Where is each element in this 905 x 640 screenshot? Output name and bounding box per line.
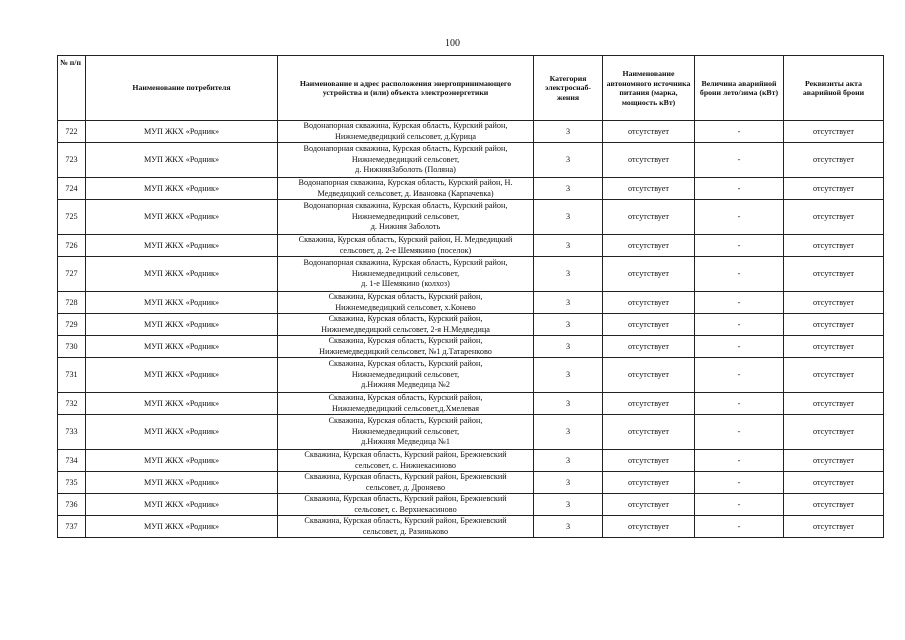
source-cell: отсутствует bbox=[603, 143, 695, 178]
address-line: Водонапорная скважина, Курская область, Курский район, bbox=[303, 201, 508, 211]
address-cell bbox=[278, 516, 534, 538]
category-cell: 3 bbox=[534, 415, 603, 450]
address-cell bbox=[278, 358, 534, 393]
address-line: Нижнемедведицкий сельсовет, bbox=[351, 154, 460, 164]
act-cell: отсутствует bbox=[784, 336, 884, 358]
address-cell bbox=[278, 393, 534, 415]
row-number: 729 bbox=[58, 314, 86, 336]
address-cell bbox=[278, 257, 534, 292]
consumer-name: МУП ЖКХ «Родник» bbox=[86, 336, 278, 358]
address-cell bbox=[278, 450, 534, 472]
energy-consumers-table bbox=[57, 55, 884, 538]
address-cell bbox=[278, 178, 534, 200]
consumer-name: МУП ЖКХ «Родник» bbox=[86, 178, 278, 200]
category-cell: 3 bbox=[534, 516, 603, 538]
category-cell: 3 bbox=[534, 121, 603, 143]
address-cell bbox=[278, 314, 534, 336]
row-number: 732 bbox=[58, 393, 86, 415]
table-row bbox=[58, 336, 884, 358]
address-line: Нижнемедведицкий сельсовет, 2-я Н.Медведица bbox=[321, 324, 490, 334]
act-cell: отсутствует bbox=[784, 393, 884, 415]
reserve-cell: - bbox=[695, 415, 784, 450]
table-row bbox=[58, 235, 884, 257]
category-cell: 3 bbox=[534, 472, 603, 494]
reserve-cell: - bbox=[695, 178, 784, 200]
reserve-cell: - bbox=[695, 336, 784, 358]
address-line: д.Нижняя Медведица №2 bbox=[361, 380, 450, 390]
consumer-name: МУП ЖКХ «Родник» bbox=[86, 257, 278, 292]
source-cell: отсутствует bbox=[603, 450, 695, 472]
address-line: Нижнемедведицкий сельсовет, д.Курица bbox=[335, 131, 476, 141]
row-number: 735 bbox=[58, 472, 86, 494]
row-number: 731 bbox=[58, 358, 86, 393]
row-number: 723 bbox=[58, 143, 86, 178]
source-cell: отсутствует bbox=[603, 415, 695, 450]
act-cell: отсутствует bbox=[784, 200, 884, 235]
act-cell: отсутствует bbox=[784, 121, 884, 143]
row-number: 733 bbox=[58, 415, 86, 450]
address-line: Нижнемедведицкий сельсовет, №1 д.Татаренково bbox=[319, 346, 492, 356]
source-cell: отсутствует bbox=[603, 178, 695, 200]
address-line: д. Нижняя Заболоть bbox=[370, 222, 441, 232]
row-number: 725 bbox=[58, 200, 86, 235]
reserve-cell: - bbox=[695, 358, 784, 393]
address-line: сельсовет, с. Нижнекасиново bbox=[355, 460, 456, 470]
consumer-name: МУП ЖКХ «Родник» bbox=[86, 450, 278, 472]
table-row bbox=[58, 516, 884, 538]
address-line: Нижнемедведицкий сельсовет, bbox=[351, 211, 460, 221]
consumer-name: МУП ЖКХ «Родник» bbox=[86, 494, 278, 516]
source-cell: отсутствует bbox=[603, 472, 695, 494]
address-line: сельсовет, д. Разиньково bbox=[362, 526, 449, 536]
reserve-cell: - bbox=[695, 393, 784, 415]
act-cell: отсутствует bbox=[784, 314, 884, 336]
row-number: 727 bbox=[58, 257, 86, 292]
category-cell: 3 bbox=[534, 178, 603, 200]
source-cell: отсутствует bbox=[603, 235, 695, 257]
category-cell: 3 bbox=[534, 314, 603, 336]
table-row bbox=[58, 415, 884, 450]
consumer-name: МУП ЖКХ «Родник» bbox=[86, 415, 278, 450]
act-cell: отсутствует bbox=[784, 292, 884, 314]
source-cell: отсутствует bbox=[603, 314, 695, 336]
source-cell: отсутствует bbox=[603, 393, 695, 415]
address-line: Скважина, Курская область, Курский район, Н. Медведицкий bbox=[298, 235, 513, 244]
act-cell: отсутствует bbox=[784, 450, 884, 472]
address-cell bbox=[278, 336, 534, 358]
address-line: Водонапорная скважина, Курская область, Курский район, bbox=[303, 121, 508, 130]
address-cell bbox=[278, 472, 534, 494]
reserve-cell: - bbox=[695, 235, 784, 257]
header-number: № п/п bbox=[58, 56, 86, 121]
table-row bbox=[58, 358, 884, 393]
act-cell: отсутствует bbox=[784, 472, 884, 494]
address-line: Водонапорная скважина, Курская область, Курский район, Н. bbox=[298, 178, 513, 187]
consumer-name: МУП ЖКХ «Родник» bbox=[86, 200, 278, 235]
address-line: Водонапорная скважина, Курская область, Курский район, bbox=[303, 258, 508, 268]
source-cell: отсутствует bbox=[603, 121, 695, 143]
act-cell: отсутствует bbox=[784, 415, 884, 450]
row-number: 736 bbox=[58, 494, 86, 516]
reserve-cell: - bbox=[695, 516, 784, 538]
table-row bbox=[58, 200, 884, 235]
source-cell: отсутствует bbox=[603, 494, 695, 516]
consumer-name: МУП ЖКХ «Родник» bbox=[86, 358, 278, 393]
address-line: Нижнемедведицкий сельсовет, bbox=[351, 268, 460, 278]
address-line: Скважина, Курская область, Курский район, Брежневский bbox=[304, 450, 507, 459]
reserve-cell: - bbox=[695, 494, 784, 516]
address-cell bbox=[278, 121, 534, 143]
row-number: 722 bbox=[58, 121, 86, 143]
act-cell: отсутствует bbox=[784, 235, 884, 257]
consumer-name: МУП ЖКХ «Родник» bbox=[86, 235, 278, 257]
address-line: Скважина, Курская область, Курский район, Брежневский bbox=[304, 472, 507, 481]
table-row bbox=[58, 393, 884, 415]
table-body bbox=[58, 121, 884, 538]
address-cell bbox=[278, 292, 534, 314]
address-line: д. 1-е Шемякино (колхоз) bbox=[361, 279, 450, 289]
reserve-cell: - bbox=[695, 143, 784, 178]
header-reserve: Величина аварийной брони лето/зима (кВт) bbox=[695, 56, 784, 121]
address-line: д. НижняяЗаболоть (Поляна) bbox=[355, 165, 456, 175]
address-cell bbox=[278, 235, 534, 257]
table-row bbox=[58, 292, 884, 314]
address-line: Скважина, Курская область, Курский район, bbox=[328, 359, 483, 369]
address-cell bbox=[278, 200, 534, 235]
consumer-name: МУП ЖКХ «Родник» bbox=[86, 472, 278, 494]
category-cell: 3 bbox=[534, 200, 603, 235]
row-number: 726 bbox=[58, 235, 86, 257]
table-header-row bbox=[58, 56, 884, 121]
source-cell: отсутствует bbox=[603, 358, 695, 393]
address-line: сельсовет, д. 2-е Шемякино (поселок) bbox=[339, 245, 472, 255]
category-cell: 3 bbox=[534, 143, 603, 178]
row-number: 730 bbox=[58, 336, 86, 358]
reserve-cell: - bbox=[695, 121, 784, 143]
category-cell: 3 bbox=[534, 336, 603, 358]
table-row bbox=[58, 450, 884, 472]
category-cell: 3 bbox=[534, 494, 603, 516]
category-cell: 3 bbox=[534, 450, 603, 472]
act-cell: отсутствует bbox=[784, 494, 884, 516]
address-line: Скважина, Курская область, Курский район, bbox=[328, 336, 483, 345]
header-source: Наименование автономного источника питания (марка, мощность кВт) bbox=[603, 56, 695, 121]
source-cell: отсутствует bbox=[603, 257, 695, 292]
reserve-cell: - bbox=[695, 314, 784, 336]
consumer-name: МУП ЖКХ «Родник» bbox=[86, 143, 278, 178]
table-row bbox=[58, 472, 884, 494]
consumer-name: МУП ЖКХ «Родник» bbox=[86, 393, 278, 415]
reserve-cell: - bbox=[695, 257, 784, 292]
address-line: Нижнемедведицкий сельсовет, bbox=[351, 369, 460, 379]
source-cell: отсутствует bbox=[603, 200, 695, 235]
reserve-cell: - bbox=[695, 450, 784, 472]
reserve-cell: - bbox=[695, 472, 784, 494]
source-cell: отсутствует bbox=[603, 516, 695, 538]
address-line: Нижнемедведицкий сельсовет,д.Хмелевая bbox=[331, 403, 480, 413]
row-number: 734 bbox=[58, 450, 86, 472]
act-cell: отсутствует bbox=[784, 516, 884, 538]
reserve-cell: - bbox=[695, 200, 784, 235]
address-cell bbox=[278, 494, 534, 516]
consumer-name: МУП ЖКХ «Родник» bbox=[86, 314, 278, 336]
address-line: Нижнемедведицкий сельсовет, х.Конево bbox=[335, 302, 476, 312]
address-line: Водонапорная скважина, Курская область, Курский район, bbox=[303, 144, 508, 154]
table-row bbox=[58, 121, 884, 143]
table-row bbox=[58, 314, 884, 336]
category-cell: 3 bbox=[534, 358, 603, 393]
address-line: Скважина, Курская область, Курский район, bbox=[328, 292, 483, 301]
header-act: Реквизиты акта аварийной брони bbox=[784, 56, 884, 121]
address-line: Скважина, Курская область, Курский район, Брежневский bbox=[304, 516, 507, 525]
act-cell: отсутствует bbox=[784, 178, 884, 200]
address-line: Скважина, Курская область, Курский район, Брежневский bbox=[304, 494, 507, 503]
consumer-name: МУП ЖКХ «Родник» bbox=[86, 292, 278, 314]
category-cell: 3 bbox=[534, 257, 603, 292]
address-line: Скважина, Курская область, Курский район, bbox=[328, 314, 483, 323]
category-cell: 3 bbox=[534, 235, 603, 257]
row-number: 724 bbox=[58, 178, 86, 200]
address-cell bbox=[278, 143, 534, 178]
table-row bbox=[58, 178, 884, 200]
reserve-cell: - bbox=[695, 292, 784, 314]
table-row bbox=[58, 143, 884, 178]
address-line: д.Нижняя Медведица №1 bbox=[361, 437, 450, 447]
address-line: сельсовет, с. Верхнекасиново bbox=[354, 504, 457, 514]
source-cell: отсутствует bbox=[603, 336, 695, 358]
category-cell: 3 bbox=[534, 393, 603, 415]
header-address: Наименование и адрес расположения энергопринимающего устройства и (или) объекта электроэнергетики bbox=[278, 56, 534, 121]
act-cell: отсутствует bbox=[784, 358, 884, 393]
header-category: Категория электроснаб-жения bbox=[534, 56, 603, 121]
row-number: 728 bbox=[58, 292, 86, 314]
act-cell: отсутствует bbox=[784, 257, 884, 292]
address-line: сельсовет, д. Дроняево bbox=[365, 482, 446, 492]
category-cell: 3 bbox=[534, 292, 603, 314]
header-consumer: Наименование потребителя bbox=[86, 56, 278, 121]
address-line: Нижнемедведицкий сельсовет, bbox=[351, 426, 460, 436]
table-row bbox=[58, 494, 884, 516]
address-line: Скважина, Курская область, Курский район, bbox=[328, 393, 483, 402]
consumer-name: МУП ЖКХ «Родник» bbox=[86, 516, 278, 538]
row-number: 737 bbox=[58, 516, 86, 538]
table-row bbox=[58, 257, 884, 292]
address-line: Скважина, Курская область, Курский район, bbox=[328, 416, 483, 426]
address-line: Медведицкий сельсовет, д. Ивановка (Карпачевка) bbox=[317, 188, 494, 198]
act-cell: отсутствует bbox=[784, 143, 884, 178]
page-number: 100 bbox=[445, 38, 460, 49]
address-cell bbox=[278, 415, 534, 450]
source-cell: отсутствует bbox=[603, 292, 695, 314]
consumer-name: МУП ЖКХ «Родник» bbox=[86, 121, 278, 143]
